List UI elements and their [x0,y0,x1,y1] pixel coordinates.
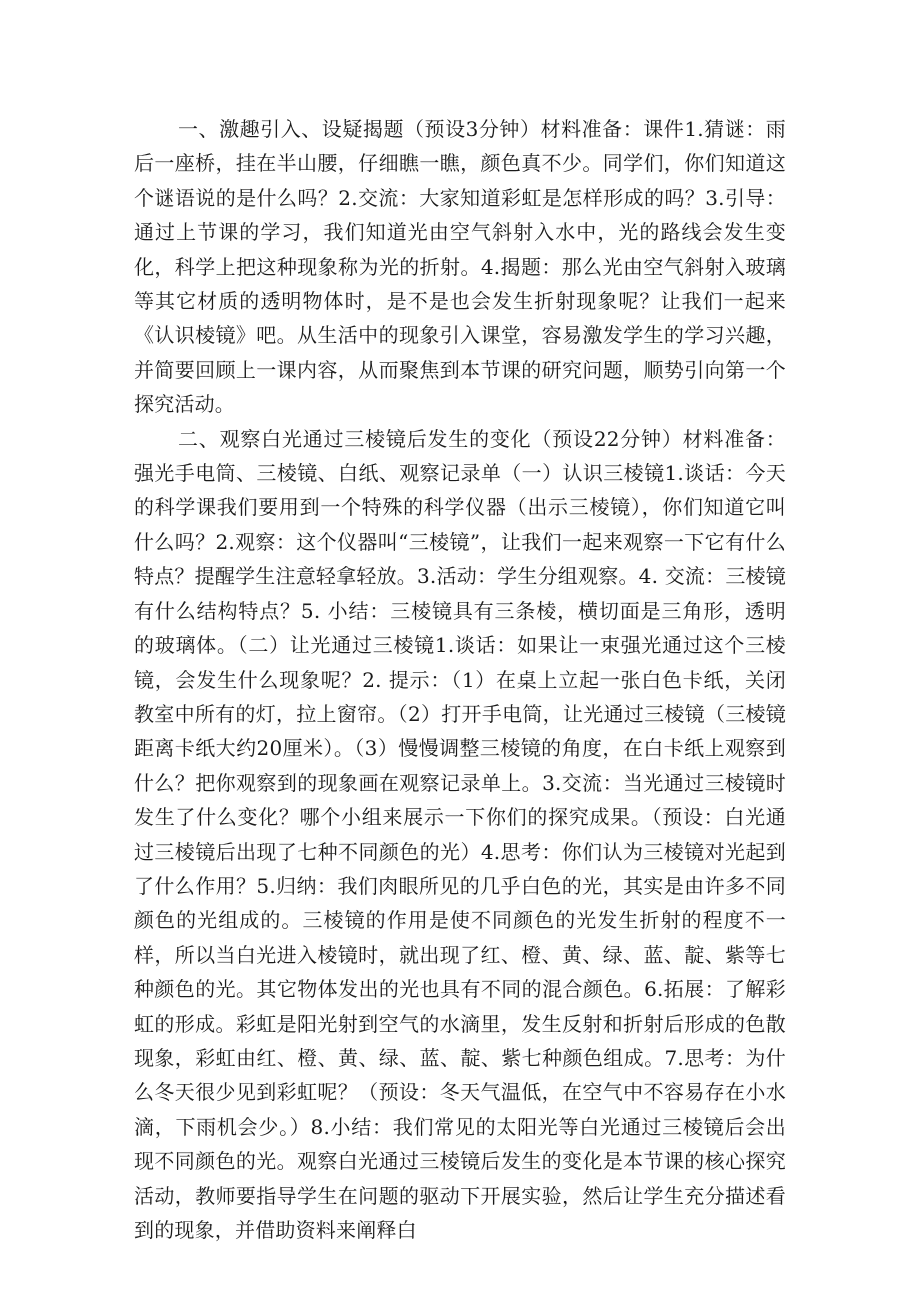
document-body [134,112,786,1247]
paragraph-intro: 一、激趣引入、设疑揭题（预设3分钟）材料准备：课件1.猜谜：雨后一座桥，挂在半山腰，仔细瞧一瞧，颜色真不少。同学们，你们知道这个谜语说的是什么吗？2.交流：大家知道彩虹是怎样形成的吗？3.引导：通过上节课的学习，我们知道光由空气斜射入水中，光的路线会发生变化，科学上把这种现象称为光的折射。4.揭题：那么光由空气斜射入玻璃等其它材质的透明物体时，是不是也会发生折射现象呢？让我们一起来《认识棱镜》吧。从生活中的现象引入课堂，容易激发学生的学习兴趣，并简要回顾上一课内容，从而聚焦到本节课的研究问题，顺势引向第一个探究活动。 [134,117,786,417]
paragraph-observation: 二、观察白光通过三棱镜后发生的变化（预设22分钟）材料准备：强光手电筒、三棱镜、白纸、观察记录单（一）认识三棱镜1.谈话：今天的科学课我们要用到一个特殊的科学仪器（出示三棱镜），你们知道它叫什么吗？2.观察：这个仪器叫“三棱镜”，让我们一起来观察一下它有什么特点？提醒学生注意轻拿轻放。3.活动：学生分组观察。4. 交流：三棱镜有什么结构特点？5. 小结：三棱镜具有三条棱，横切面是三角形，透明的玻璃体。（二）让光通过三棱镜1.谈话：如果让一束强光通过这个三棱镜，会发生什么现象呢？2. 提示：（1）在桌上立起一张白色卡纸，关闭教室中所有的灯，拉上窗帘。（2）打开手电筒，让光通过三棱镜（三棱镜距离卡纸大约20厘米）。（3）慢慢调整三棱镜的角度，在白卡纸上观察到什么？把你观察到的现象画在观察记录单上。3.交流：当光通过三棱镜时发生了什么变化？哪个小组来展示一下你们的探究成果。（预设：白光通过三棱镜后出现了七种不同颜色的光）4.思考：你们认为三棱镜对光起到了什么作用？5.归纳：我们肉眼所见的几乎白色的光，其实是由许多不同颜色的光组成的。三棱镜的作用是使不同颜色的光发生折射的程度不一样，所以当白光进入棱镜时，就出现了红、橙、黄、绿、蓝、靛、紫等七种颜色的光。其它物体发出的光也具有不同的混合颜色。6.拓展：了解彩虹的形成。彩虹是阳光射到空气的水滴里，发生反射和折射后形成的色散现象，彩虹由红、橙、黄、绿、蓝、靛、紫七种颜色组成。7.思考：为什么冬天很少见到彩虹呢？（预设：冬天气温低，在空气中不容易存在小水滴，下雨机会少。）8.小结：我们常见的太阳光等白光通过三棱镜后会出现不同颜色的光。观察白光通过三棱镜后发生的变化是本节课的核心探究活动，教师要指导学生在问题的驱动下开展实验，然后让学生充分描述看到的现象，并借助资料来阐释白 [134,426,786,1242]
